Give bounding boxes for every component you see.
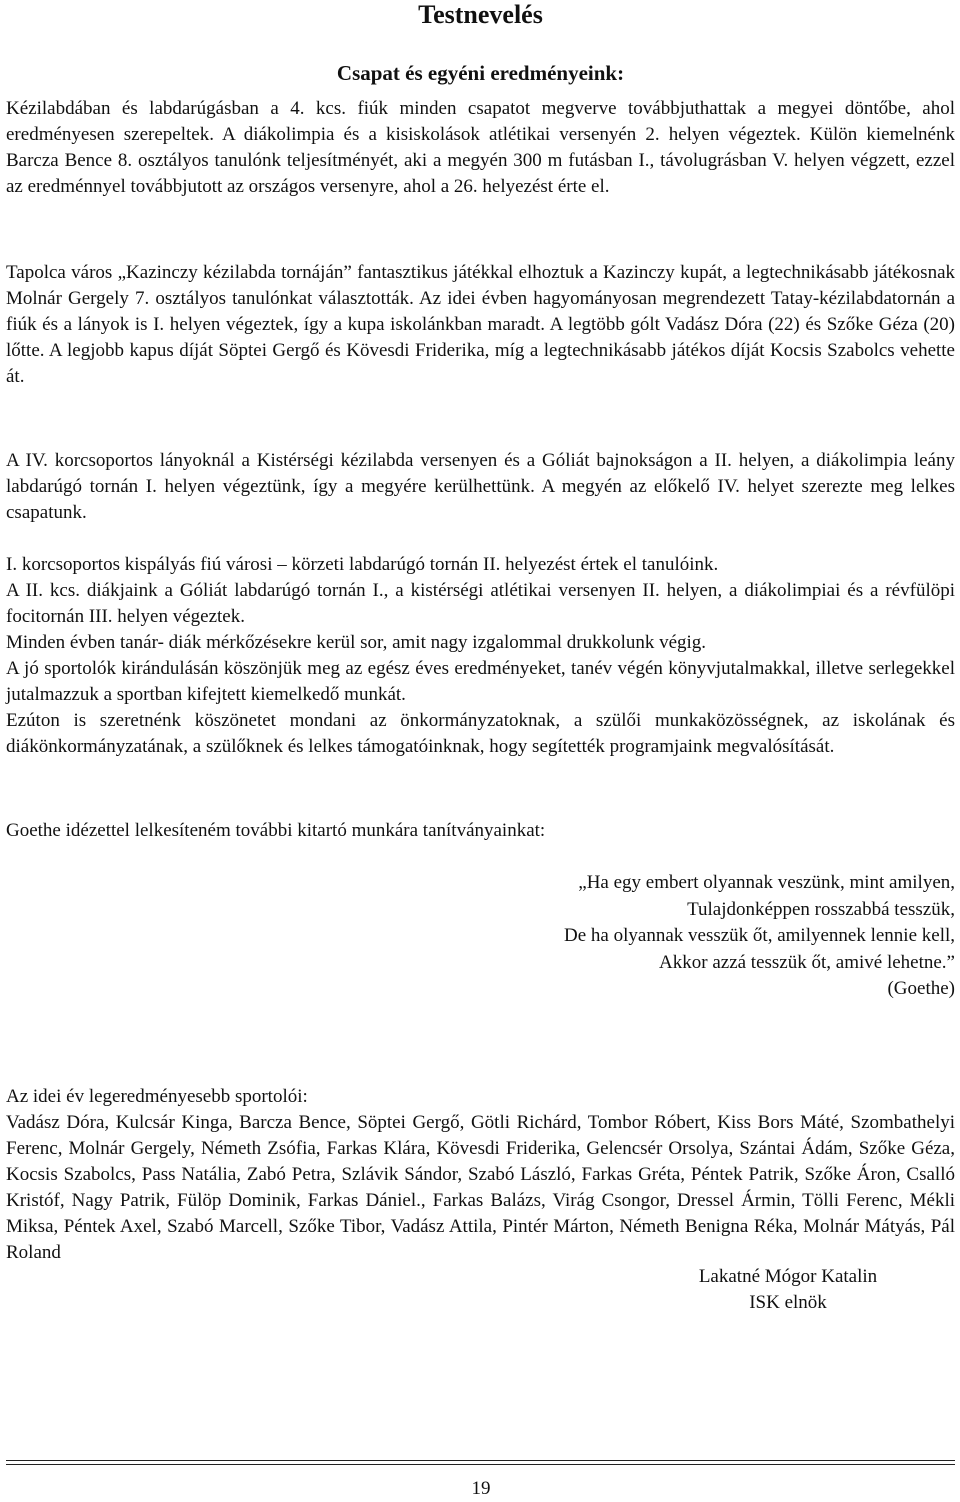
- paragraph-goethe-intro: [6, 818, 955, 844]
- page-title: Testnevelés: [418, 0, 543, 29]
- paragraph-group-other-results: [6, 552, 955, 760]
- paragraph-line: I. korcsoportos kispályás fiú városi – körzeti labdarúgó tornán II. helyezést értek el tanulóink.: [6, 554, 719, 575]
- paragraph-line: Ezúton is szeretnénk köszönetet mondani az önkormányzatoknak, a szülői munkaközösségnek, az iskolának és diákönkormányzatának, a szülőknek és lelkes támogatóinknak, hogy segítették programjaink megvalósítását.: [6, 710, 955, 757]
- paragraph-line: A jó sportolók kirándulásán köszönjük meg az egész éves eredményeket, tanév végén könyvjutalmakkal, illetve serlegekkel jutalmazzuk a sportban kifejtett kiemelkedő munkát.: [6, 658, 955, 705]
- paragraph-girls-results: [6, 448, 955, 526]
- athletes-names: Vadász Dóra, Kulcsár Kinga, Barcza Bence, Söptei Gergő, Götli Richárd, Tombor Róbert, Kiss Bors Máté, Szombathelyi Ferenc, Molnár Gergely, Németh Zsófia, Farkas Klára, Kövesdi Friderika, Gelencsér Orsolya, Szántai Ádám, Szőke Géza, Kocsis Szabolcs, Pass Natália, Zabó Petra, Szlávik Sándor, Szabó László, Farkas Gréta, Péntek Patrik, Szőke Áron, Csalló Kristóf, Nagy Patrik, Fülöp Dominik, Farkas Dániel., Farkas Balázs, Virág Csongor, Dressel Ármin, Tölli Ferenc, Mékli Miksa, Péntek Axel, Szabó Marcell, Szőke Tibor, Vadász Attila, Pintér Márton, Németh Benigna Réka, Molnár Mátyás, Pál Roland: [6, 1112, 955, 1263]
- signature-role: ISK elnök: [749, 1292, 827, 1313]
- paragraph-text: Tapolca város „Kazinczy kézilabda tornáján” fantasztikus játékkal elhoztuk a Kazinczy kupát, a legtechnikásabb játékosnak Molnár Gergely 7. osztályos tanulónkat választották. Az idei évben hagyományosan megrendezett Tatay-kézilabdatornán a fiúk és a lányok is I. helyen végeztek, így a kupa iskolánkban maradt. A legtöbb gólt Vadász Dóra (22) és Szőke Géza (20) lőtte. A legjobb kapus díját Söptei Gergő és Kövesdi Friderika, míg a legtechnikásabb játékos díját Kocsis Szabolcs vehette át.: [6, 262, 955, 387]
- page-number: 19: [471, 1478, 491, 1499]
- paragraph-kazinczy-cup: [6, 260, 955, 390]
- paragraph-line: Minden évben tanár- diák mérkőzésekre kerül sor, amit nagy izgalommal drukkolunk végig.: [6, 632, 707, 653]
- athletes-heading: [6, 1084, 955, 1110]
- footer-divider: [6, 1460, 955, 1465]
- goethe-quote: [564, 870, 955, 1003]
- signature-name: Lakatné Mógor Katalin: [698, 1266, 878, 1287]
- quote-author: (Goethe): [887, 978, 955, 999]
- athletes-heading-text: Az idei év legeredményesebb sportolói:: [6, 1086, 308, 1107]
- quote-line: „Ha egy embert olyannak veszünk, mint amilyen,: [578, 872, 955, 893]
- paragraph-line: A II. kcs. diákjaink a Góliát labdarúgó tornán I., a kistérségi atlétikai versenyen II. helyen, a diákolimpiai és a révfülöpi focitornán III. helyen végeztek.: [6, 580, 955, 627]
- quote-line: Tulajdonképpen rosszabbá tesszük,: [687, 898, 955, 920]
- athletes-list: [6, 1110, 955, 1266]
- quote-line: De ha olyannak vesszük őt, amilyennek lennie kell,: [564, 925, 955, 946]
- paragraph-results-intro: [6, 96, 955, 200]
- section-subtitle: Csapat és egyéni eredményeink:: [336, 61, 625, 85]
- paragraph-text: A IV. korcsoportos lányoknál a Kistérségi kézilabda versenyen és a Góliát bajnokságon a II. helyen, a diákolimpia leány labdarúgó tornán I. helyen végeztünk, így a megyére kerülhettünk. A megyén az előkelő IV. helyet szerezte meg lelkes csapatunk.: [6, 450, 955, 523]
- paragraph-text: Goethe idézettel lelkesíteném további kitartó munkára tanítványainkat:: [6, 820, 546, 841]
- paragraph-text: Kézilabdában és labdarúgásban a 4. kcs. fiúk minden csapatot megverve továbbjuthattak a megyei döntőbe, ahol eredményesen szerepeltek. A diákolimpia és a kisiskolások atlétikai versenyén 2. helyen végeztek. Külön kiemelnénk Barcza Bence 8. osztályos tanulónk teljesítményét, aki a megyén 300 m futásban I., távolugrásban V. helyen végzett, ezzel az eredménnyel továbbjutott az országos versenyre, ahol a 26. helyezést érte el.: [6, 98, 955, 197]
- quote-line: Akkor azzá tesszük őt, amivé lehetne.”: [659, 951, 955, 973]
- signature: [678, 1264, 898, 1316]
